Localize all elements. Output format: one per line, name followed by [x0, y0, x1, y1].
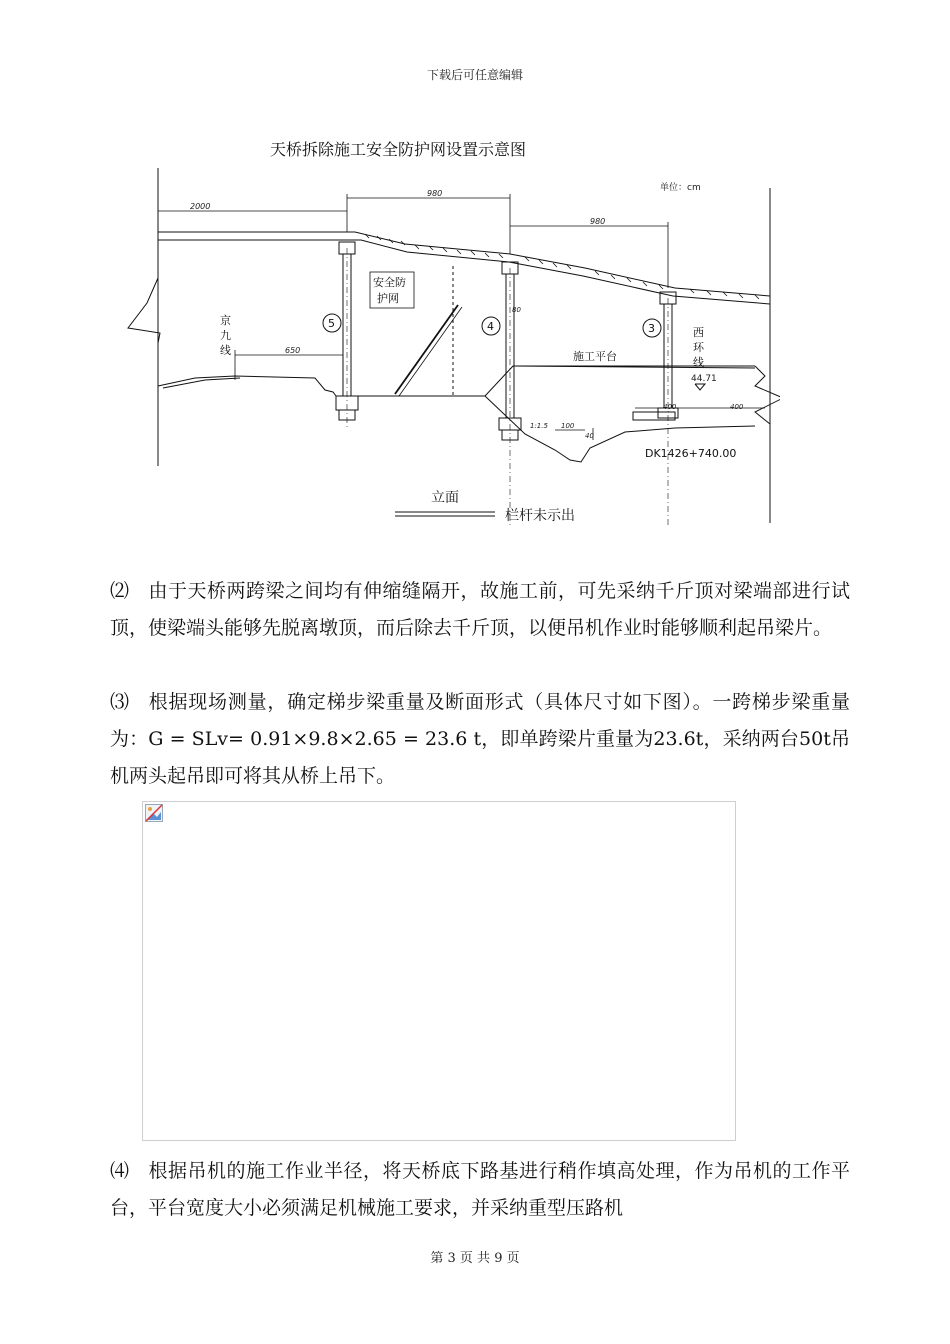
slope-label: 1:1.5 — [530, 422, 548, 430]
paragraph-2 — [110, 573, 850, 647]
jingjiu-line-2: 九 — [220, 329, 231, 342]
platform-label: 施工平台 — [573, 350, 617, 363]
dim-80: 80 — [512, 306, 521, 314]
paragraph-2-lead: ⑵ — [110, 580, 130, 602]
broken-image-icon — [145, 804, 163, 822]
pier-5-label: 5 — [328, 317, 335, 330]
dim-980-a: 980 — [427, 189, 443, 198]
dim-980-b: 980 — [590, 217, 606, 226]
xihuan-line-1: 西 — [693, 326, 704, 339]
view-label: 立面 — [431, 490, 459, 506]
paragraph-4-text: 根据吊机的施工作业半径，将天桥底下路基进行稍作填高处理，作为吊机的工作平台，平台宽度大小必须满足机械施工要求，并采纳重型压路机 — [110, 1160, 850, 1219]
drawing-svg — [115, 128, 780, 526]
unit-label: 单位：cm — [660, 183, 701, 193]
paragraph-3-text: 根据现场测量，确定梯步梁重量及断面形式（具体尺寸如下图）。一跨梯步梁重量为：G = SLv= 0.91×9.8×2.65 = 23.6 t，即单跨梁片重量为23.6t，采纳两台50t吊机两头起吊即可将其从桥上吊下。 — [110, 691, 850, 787]
pier-4-label: 4 — [487, 320, 494, 333]
dim-400-a: 400 — [663, 403, 677, 411]
dim-650: 650 — [285, 346, 301, 355]
elevation-label: 44.71 — [691, 374, 717, 384]
pier-3-label: 3 — [648, 322, 655, 335]
bridge-demolition-drawing — [115, 128, 780, 526]
paragraph-3-lead: ⑶ — [110, 691, 130, 713]
paragraph-4 — [110, 1153, 850, 1227]
header-note: 下载后可任意编辑 — [426, 68, 523, 82]
drawing-title: 天桥拆除施工安全防护网设置示意图 — [270, 140, 527, 159]
dim-100: 100 — [561, 422, 575, 430]
xihuan-line-3: 线 — [693, 356, 704, 369]
page-footer: 第 3 页 共 9 页 — [430, 1251, 520, 1266]
paragraph-4-lead: ⑷ — [110, 1160, 130, 1182]
xihuan-line-2: 环 — [693, 341, 704, 354]
dim-40: 40 — [585, 432, 594, 440]
net-label-line2: 护网 — [377, 292, 399, 305]
station-label: DK1426+740.00 — [645, 447, 737, 460]
dim-400-b: 400 — [730, 403, 744, 411]
net-label-line1: 安全防 — [373, 276, 406, 289]
jingjiu-line-1: 京 — [220, 314, 231, 327]
jingjiu-line-3: 线 — [220, 344, 231, 357]
paragraph-2-text: 由于天桥两跨梁之间均有伸缩缝隔开，故施工前，可先采纳千斤顶对梁端部进行试顶，使梁端头能够先脱离墩顶，而后除去千斤顶，以便吊机作业时能够顺利起吊梁片。 — [110, 580, 850, 639]
broken-image-placeholder — [142, 801, 736, 1141]
dim-2000: 2000 — [190, 202, 211, 211]
paragraph-3 — [110, 684, 850, 795]
railing-note: 栏杆未示出 — [505, 508, 575, 524]
